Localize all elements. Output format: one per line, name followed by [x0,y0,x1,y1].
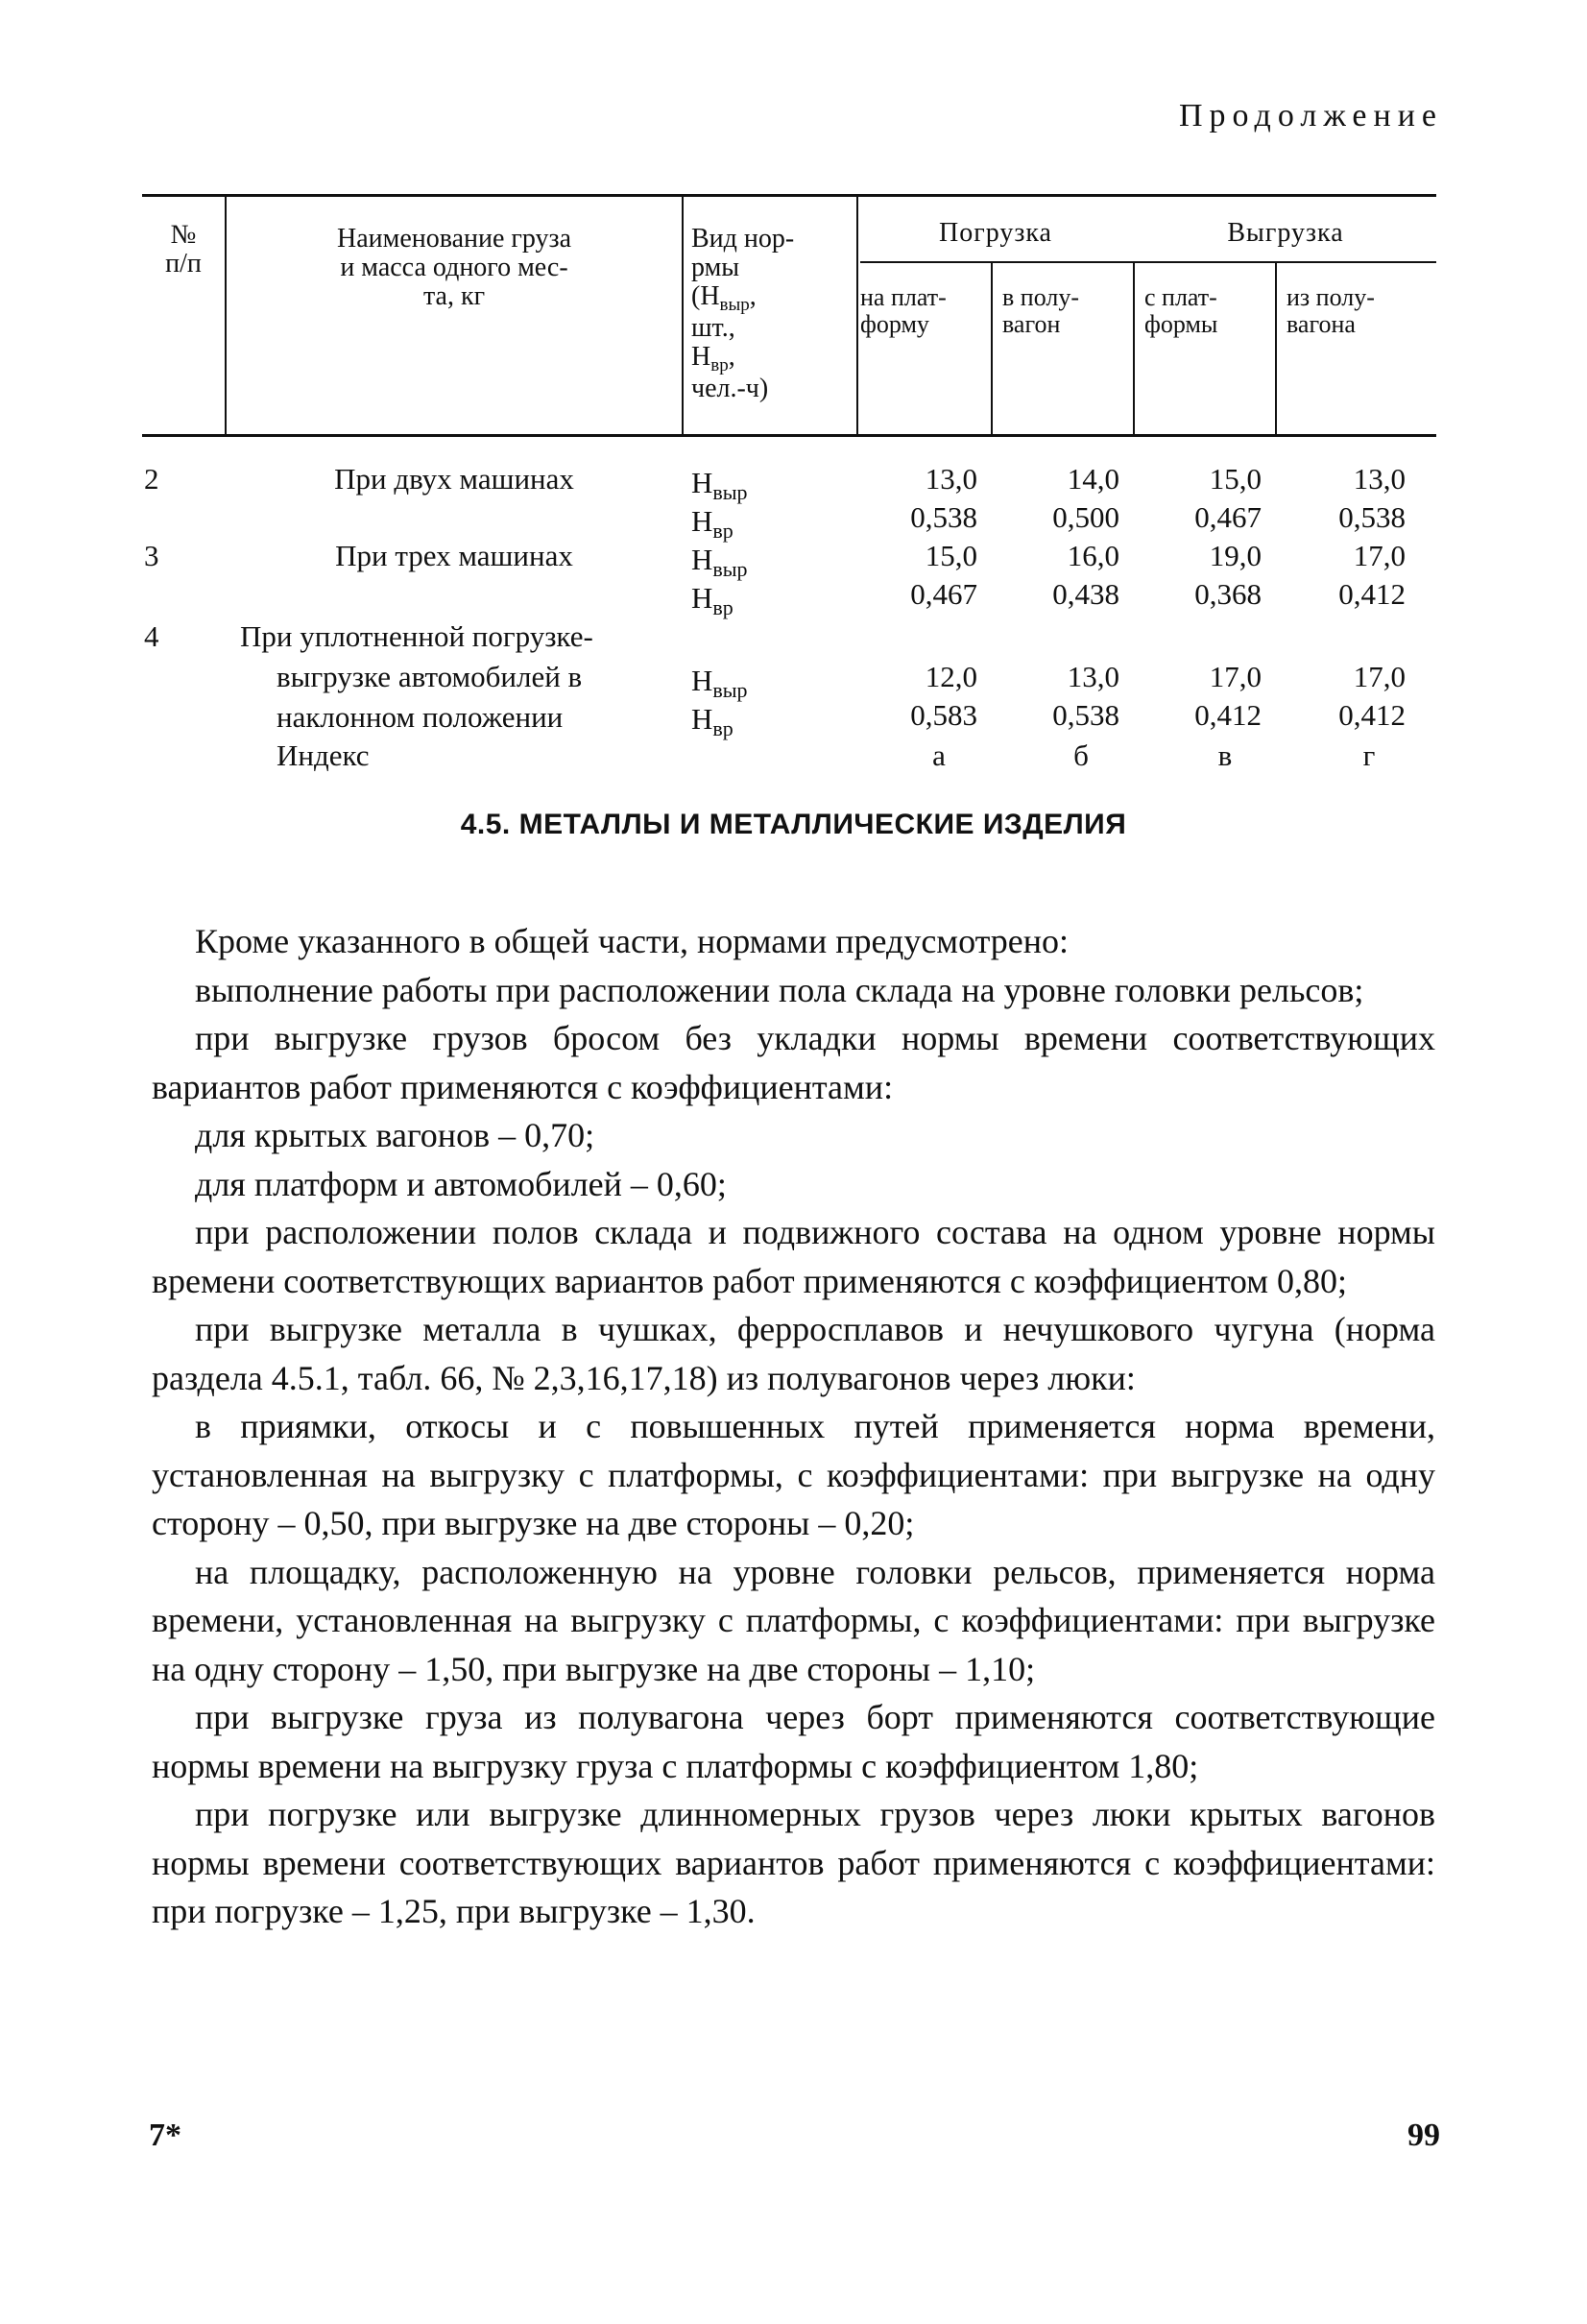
row-2-norm-vr: $H_{вр}$ [691,504,733,543]
paragraph: на площадку, расположенную на уровне головки рельсов, применяется норма времени, установленная на выгрузку с платформы, с коэффициентами: при выгрузке на одну сторону – 1,50, при выгрузке на две стороны – 1,10; [152,1552,1435,1688]
paragraph: выполнение работы при расположении пола склада на уровне головки рельсов; [195,970,1364,1009]
paragraph: при расположении полов склада и подвижного состава на одном уровне нормы времени соответствующих вариантов работ применяются с коэффициентом 0,80; [152,1213,1435,1300]
index-label: Индекс [277,738,370,772]
header-to-gondola: в полу- вагон [1002,283,1079,338]
paragraph: при выгрузке металла в чушках, ферросплавов и нечушкового чугуна (норма раздела 4.5.1, табл. 66, № 2,3,16,17,18) из полувагонов через люки: [152,1310,1435,1397]
col-divider-6 [1275,263,1277,436]
row-4-vyr-1: 12,0 [925,660,977,693]
col-divider-2 [682,194,684,436]
row-3-norm-vr: $H_{вр}$ [691,581,733,619]
paragraph: в приямки, откосы и с повышенных путей применяется норма времени, установленная на выгрузку с платформы, с коэффициентами: при выгрузке на одну сторону – 0,50, при выгрузке на две стороны – 0,20; [152,1407,1435,1542]
table-top-rule [142,194,1436,197]
sheet-mark: 7* [149,2118,181,2153]
header-from-gondola: из полу- вагона [1286,283,1375,338]
header-to-platform: на плат- форму [860,283,947,338]
header-num: № п/п [165,220,202,278]
row-3-vyr-2: 16,0 [1067,539,1119,572]
paragraph: при погрузке или выгрузке длинномерных грузов через люки крытых вагонов нормы времени соответствующих вариантов работ применяются с коэффициентами: при погрузке – 1,25, при выгрузке – 1,30. [152,1795,1435,1930]
header-loading: Погрузка [938,218,1052,248]
row-4-num: 4 [144,619,159,653]
row-3-name: При трех машинах [335,539,573,572]
row-3-vr-2: 0,438 [1052,577,1119,611]
row-2-vr-2: 0,500 [1052,500,1119,534]
row-3-vr-3: 0,368 [1194,577,1262,611]
row-3-num: 3 [144,539,159,572]
row-4-name-line-2: выгрузке автомобилей в [277,660,583,693]
row-3-vyr-3: 19,0 [1209,539,1262,572]
row-2-vyr-1: 13,0 [925,462,977,496]
row-3-vr-1: 0,467 [910,577,977,611]
index-value-b: б [1073,738,1089,772]
row-2-vyr-2: 14,0 [1067,462,1119,496]
header-unloading: Выгрузка [1227,218,1344,248]
row-4-vr-3: 0,412 [1194,698,1262,732]
section-title: 4.5. МЕТАЛЛЫ И МЕТАЛЛИЧЕСКИЕ ИЗДЕЛИЯ [460,809,1127,840]
col-divider-5 [1133,263,1135,436]
row-3-vr-4: 0,412 [1338,577,1406,611]
row-2-norm-vyr: $H_{выр}$ [691,466,748,504]
index-value-a: а [932,738,946,772]
header-bottom-rule [142,434,1436,437]
row-4-name-line-3: наклонном положении [277,700,564,734]
header-norm-type: Вид нор- рмы ($H_{выр}$, шт., $H_{вр}$, чел.-ч) [691,224,795,403]
row-2-num: 2 [144,462,159,496]
row-4-vr-1: 0,583 [910,698,977,732]
col-divider-4 [991,263,993,436]
row-2-name: При двух машинах [334,462,574,496]
paragraph: для крытых вагонов – 0,70; [195,1116,595,1154]
row-4-vyr-3: 17,0 [1209,660,1262,693]
continuation-label: Продолжение [1178,98,1443,133]
row-4-norm-vyr: $H_{выр}$ [691,664,748,702]
row-4-name-line-1: При уплотненной погрузке- [240,619,593,653]
paragraph: при выгрузке груза из полувагона через борт применяются соответствующие нормы времени на выгрузку груза с платформы с коэффициентом 1,80; [152,1698,1435,1785]
row-3-norm-vyr: $H_{выр}$ [691,543,748,581]
header-from-platform: с плат- формы [1144,283,1218,338]
row-3-vyr-1: 15,0 [925,539,977,572]
index-value-v: в [1217,738,1233,772]
row-4-vr-2: 0,538 [1052,698,1119,732]
row-2-vyr-3: 15,0 [1209,462,1262,496]
row-2-vr-3: 0,467 [1194,500,1262,534]
paragraph: Кроме указанного в общей части, нормами предусмотрено: [195,922,1070,960]
section-body [152,917,1435,1936]
row-2-vr-1: 0,538 [910,500,977,534]
row-4-vr-4: 0,412 [1338,698,1406,732]
row-3-vyr-4: 17,0 [1353,539,1406,572]
header-name: Наименование груза и масса одного мес- та, кг [336,224,572,311]
row-2-vyr-4: 13,0 [1353,462,1406,496]
subheader-rule [860,261,1436,263]
paragraph: при выгрузке грузов бросом без укладки нормы времени соответствующих вариантов работ применяются с коэффициентами: [152,1019,1435,1106]
index-value-g: г [1362,738,1376,772]
row-4-vyr-2: 13,0 [1067,660,1119,693]
row-4-norm-vr: $H_{вр}$ [691,702,733,740]
page-number: 99 [1407,2118,1440,2153]
row-4-vyr-4: 17,0 [1353,660,1406,693]
paragraph: для платформ и автомобилей – 0,60; [195,1164,727,1203]
row-2-vr-4: 0,538 [1338,500,1406,534]
